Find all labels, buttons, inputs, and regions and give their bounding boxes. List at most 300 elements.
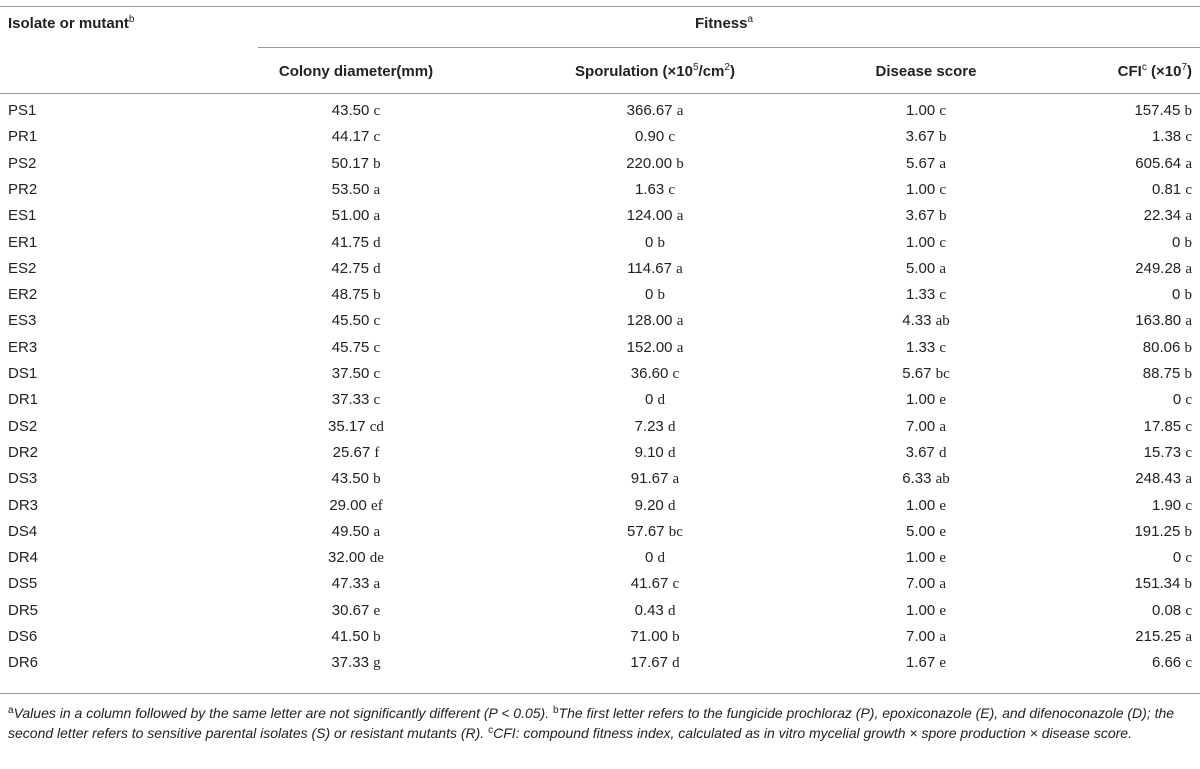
cell-sporulation	[635, 128, 675, 146]
cell-value: 37.33	[331, 654, 369, 672]
cell-value: 17.67	[630, 654, 668, 672]
cell-value: 152.00	[626, 338, 673, 356]
cell-value: 15.73	[1143, 443, 1182, 461]
cell-value: 114.67	[627, 259, 672, 277]
cell-disease-score	[906, 628, 946, 646]
footnotes	[8, 703, 1194, 743]
cell-sporulation	[627, 260, 683, 278]
cell-value: 157.45	[1134, 102, 1181, 119]
header-isolate: Isolate or mutant$^b$	[8, 14, 135, 32]
significance-letter: c	[373, 392, 381, 409]
significance-letter: b	[1184, 234, 1192, 251]
header-colony-diameter: Colony diameter(mm)	[278, 63, 434, 80]
cell-sporulation	[631, 470, 679, 488]
significance-letter: c	[668, 181, 676, 198]
cell-value: 22.34	[1143, 207, 1182, 225]
cell-cfi	[1134, 575, 1192, 593]
cell-value: 1.00	[905, 180, 936, 198]
significance-letter: c	[939, 234, 947, 251]
significance-letter: e	[939, 550, 947, 567]
cell-disease-score	[902, 312, 950, 330]
cell-value: 50.17	[331, 154, 369, 172]
cell-cfi	[1152, 602, 1192, 620]
significance-letter: d	[373, 234, 381, 251]
cell-isolate: ES3	[8, 312, 37, 330]
cell-colony-diameter	[329, 497, 382, 515]
cell-colony-diameter	[332, 365, 380, 383]
cell-colony-diameter	[331, 260, 380, 278]
significance-letter: d	[667, 602, 676, 619]
bottom-rule	[0, 693, 1200, 694]
cell-colony-diameter	[332, 312, 380, 330]
significance-letter: b	[657, 234, 666, 251]
cell-disease-score	[906, 549, 946, 567]
significance-letter: e	[939, 602, 947, 619]
cell-disease-score	[906, 286, 946, 304]
cell-value: 51.00	[331, 207, 370, 225]
significance-letter: b	[1184, 366, 1192, 382]
significance-letter: a	[1185, 208, 1192, 225]
cell-sporulation	[635, 444, 676, 462]
significance-letter: a	[676, 260, 683, 277]
cell-value: 37.33	[331, 391, 370, 409]
cell-value: 248.43	[1135, 470, 1182, 488]
cell-value: 1.63	[634, 180, 665, 198]
significance-letter: ab	[935, 471, 950, 488]
cell-disease-score	[906, 207, 947, 225]
cell-isolate: DR1	[8, 391, 39, 409]
significance-letter: a	[1185, 313, 1192, 330]
cell-isolate: DS3	[8, 470, 38, 488]
significance-letter: e	[939, 392, 947, 409]
cell-value: 191.25	[1134, 522, 1181, 540]
cell-value: 45.75	[331, 338, 370, 356]
cell-value: 0.81	[1151, 180, 1182, 198]
significance-letter: b	[1184, 523, 1192, 540]
significance-letter: c	[1185, 655, 1192, 672]
cell-colony-diameter	[331, 628, 380, 646]
cell-cfi	[1134, 523, 1192, 541]
significance-letter: a	[373, 523, 381, 540]
cell-sporulation	[635, 418, 676, 436]
cell-sporulation	[645, 234, 665, 252]
cell-sporulation	[630, 628, 679, 646]
significance-letter: a	[939, 418, 947, 435]
cell-value: 0.43	[634, 601, 664, 619]
cell-colony-diameter	[328, 549, 384, 567]
cell-value: 1.33	[905, 286, 936, 304]
cell-colony-diameter	[332, 128, 380, 146]
significance-letter: b	[676, 155, 684, 172]
significance-letter: a	[939, 629, 947, 645]
cell-isolate: ES2	[8, 259, 37, 277]
cell-cfi	[1173, 391, 1192, 409]
significance-letter: ab	[935, 313, 950, 330]
cell-sporulation	[631, 365, 679, 383]
significance-letter: b	[1184, 576, 1192, 593]
cell-colony-diameter	[332, 523, 380, 541]
cell-sporulation	[645, 286, 665, 304]
cell-disease-score	[906, 260, 946, 278]
cell-value: 32.00	[328, 549, 366, 567]
significance-letter: d	[657, 550, 666, 567]
cell-value: 0	[1172, 549, 1182, 567]
cell-value: 53.50	[331, 180, 370, 198]
cell-value: 37.50	[331, 365, 370, 382]
cell-value: 48.75	[331, 286, 369, 304]
significance-letter: a	[676, 339, 684, 356]
cell-value: 0	[644, 286, 654, 304]
cell-colony-diameter	[331, 470, 380, 488]
cell-cfi	[1144, 207, 1192, 225]
cell-sporulation	[627, 207, 684, 225]
cell-value: 6.33	[902, 470, 932, 488]
cell-value: 43.50	[331, 102, 370, 119]
footnote-a: $^a$Values in a column followed by the same letter are not significantly different (P < 0.05).	[8, 705, 553, 721]
cell-colony-diameter	[331, 234, 380, 252]
significance-letter: b	[373, 629, 381, 645]
significance-letter: e	[939, 497, 947, 514]
cell-value: 47.33	[331, 575, 370, 593]
cell-isolate: DR3	[8, 496, 39, 514]
cell-disease-score	[906, 602, 946, 620]
cell-isolate: PS1	[8, 102, 37, 119]
cell-cfi	[1134, 102, 1192, 120]
header-sporulation: Sporulation $(\times 10^5/cm^2)$	[575, 62, 735, 80]
significance-letter: c	[668, 129, 676, 146]
cell-cfi	[1135, 628, 1192, 646]
cell-cfi	[1135, 260, 1192, 278]
cell-value: 1.90	[1151, 496, 1182, 514]
cell-isolate: DR2	[8, 443, 39, 461]
cell-value: 17.85	[1143, 417, 1182, 435]
significance-letter: d	[667, 418, 676, 435]
cell-isolate: DS2	[8, 417, 38, 435]
cell-sporulation	[645, 549, 665, 567]
cell-value: 41.67	[630, 575, 669, 593]
cell-cfi	[1143, 339, 1192, 357]
significance-letter: b	[373, 155, 381, 172]
significance-letter: a	[373, 208, 381, 225]
top-rule	[0, 6, 1200, 7]
cell-sporulation	[645, 391, 665, 409]
cell-isolate: PR2	[8, 180, 38, 198]
cell-value: 9.10	[634, 443, 664, 461]
cell-disease-score	[906, 523, 946, 541]
cell-value: 9.20	[634, 496, 664, 514]
significance-letter: c	[1185, 602, 1192, 619]
cell-value: 1.00	[905, 391, 936, 409]
cell-sporulation	[627, 312, 684, 330]
significance-letter: c	[1185, 550, 1192, 567]
significance-letter: c	[939, 339, 947, 356]
cell-cfi	[1152, 181, 1192, 199]
significance-letter: b	[373, 471, 381, 488]
cell-disease-score	[906, 497, 946, 515]
cell-value: 3.67	[905, 207, 935, 225]
cell-cfi	[1152, 497, 1192, 515]
cell-colony-diameter	[332, 207, 380, 225]
significance-letter: a	[676, 103, 684, 119]
cell-value: 366.67	[626, 102, 673, 119]
cell-value: 5.67	[905, 154, 936, 172]
significance-letter: c	[672, 366, 680, 382]
significance-letter: d	[657, 392, 666, 409]
cell-value: 0	[1172, 391, 1182, 409]
header-disease-score: Disease score	[875, 63, 977, 80]
significance-letter: g	[373, 655, 381, 672]
cell-sporulation	[635, 181, 675, 199]
cell-value: 215.25	[1135, 628, 1182, 645]
cell-cfi	[1143, 365, 1192, 383]
significance-letter: b	[1184, 103, 1192, 119]
fitness-rule	[258, 47, 1200, 48]
cell-value: 88.75	[1142, 365, 1181, 382]
cell-sporulation	[635, 602, 676, 620]
cell-colony-diameter	[331, 654, 380, 672]
cell-value: 1.38	[1151, 128, 1182, 146]
cell-sporulation	[627, 523, 683, 541]
significance-letter: cd	[369, 418, 384, 435]
significance-letter: a	[939, 576, 947, 593]
header-fitness: Fitness$^a$	[694, 14, 754, 32]
cell-colony-diameter	[328, 418, 384, 436]
cell-value: 42.75	[331, 259, 369, 277]
cell-disease-score	[906, 234, 946, 252]
cell-value: 49.50	[331, 522, 370, 540]
significance-letter: b	[1184, 287, 1192, 304]
cell-value: 1.00	[905, 601, 936, 619]
cell-value: 29.00	[329, 496, 367, 514]
cell-value: 128.00	[626, 312, 673, 330]
cell-value: 1.00	[905, 233, 936, 251]
cell-value: 5.00	[905, 522, 936, 540]
significance-letter: a	[672, 471, 680, 488]
cell-isolate: ER3	[8, 338, 38, 356]
significance-letter: a	[676, 208, 684, 225]
cell-sporulation	[630, 654, 679, 672]
cell-disease-score	[906, 444, 947, 462]
significance-letter: d	[938, 444, 947, 461]
cell-value: 7.00	[905, 628, 936, 645]
significance-letter: c	[672, 576, 680, 593]
significance-letter: d	[373, 260, 381, 277]
cell-disease-score	[906, 391, 946, 409]
significance-letter: d	[667, 444, 676, 461]
significance-letter: b	[1184, 339, 1192, 356]
cell-disease-score	[906, 102, 946, 120]
cell-disease-score	[902, 365, 950, 383]
cell-value: 45.50	[331, 312, 370, 330]
cell-value: 7.00	[905, 575, 936, 593]
cell-value: 57.67	[627, 522, 665, 540]
cell-disease-score	[906, 181, 946, 199]
cell-value: 44.17	[331, 128, 370, 146]
cell-colony-diameter	[332, 339, 380, 357]
significance-letter: a	[1185, 629, 1192, 645]
cell-disease-score	[906, 575, 946, 593]
cell-sporulation	[627, 339, 684, 357]
cell-colony-diameter	[331, 155, 380, 173]
significance-letter: b	[672, 629, 680, 645]
cell-value: 1.00	[905, 102, 936, 119]
significance-letter: a	[1185, 155, 1192, 172]
footnote-c: $^c$CFI: compound fitness index, calculated as in vitro mycelial growth × spore production × disease score.	[488, 725, 1132, 741]
cell-isolate: DR6	[8, 654, 39, 672]
significance-letter: b	[938, 208, 947, 225]
significance-letter: c	[373, 366, 381, 382]
cell-value: 1.00	[905, 496, 936, 514]
cell-isolate: ER1	[8, 233, 38, 251]
cell-value: 0	[644, 233, 654, 251]
cell-value: 43.50	[331, 470, 369, 488]
significance-letter: c	[939, 181, 947, 198]
significance-letter: a	[939, 260, 947, 277]
cell-value: 124.00	[626, 207, 673, 225]
cell-value: 30.67	[331, 601, 370, 619]
significance-letter: bc	[935, 366, 950, 382]
cell-isolate: DS1	[8, 365, 38, 382]
cell-value: 0.08	[1151, 601, 1182, 619]
cell-value: 0	[1171, 286, 1181, 304]
cell-cfi	[1135, 155, 1192, 173]
cell-sporulation	[631, 575, 679, 593]
significance-letter: c	[1185, 181, 1192, 198]
cell-value: 41.50	[331, 628, 369, 645]
cell-value: 1.33	[905, 338, 936, 356]
header-cfi: CFI$^c$ $(\times 10^7)$	[1117, 62, 1192, 80]
cell-value: 91.67	[630, 470, 669, 488]
cell-cfi	[1172, 286, 1192, 304]
cell-isolate: DR4	[8, 549, 39, 567]
cell-value: 0	[1171, 233, 1181, 251]
cell-isolate: DR5	[8, 601, 39, 619]
significance-letter: d	[667, 497, 676, 514]
significance-letter: de	[369, 550, 384, 567]
significance-letter: b	[657, 287, 666, 304]
cell-value: 80.06	[1142, 338, 1181, 356]
significance-letter: c	[1185, 444, 1192, 461]
cell-value: 0	[644, 549, 654, 567]
cell-disease-score	[902, 470, 950, 488]
cell-colony-diameter	[332, 102, 380, 120]
cell-colony-diameter	[332, 575, 380, 593]
significance-letter: c	[373, 313, 381, 330]
significance-letter: b	[373, 287, 381, 304]
significance-letter: e	[939, 523, 947, 540]
significance-letter: c	[939, 103, 947, 119]
cell-cfi	[1135, 470, 1192, 488]
significance-letter: d	[672, 655, 680, 672]
cell-cfi	[1135, 312, 1192, 330]
cell-cfi	[1144, 444, 1192, 462]
cell-value: 6.66	[1151, 654, 1182, 672]
cell-value: 35.17	[328, 417, 366, 435]
cell-isolate: PR1	[8, 128, 38, 146]
cell-value: 5.00	[905, 259, 936, 277]
cell-colony-diameter	[331, 286, 380, 304]
cell-value: 605.64	[1135, 154, 1182, 172]
cell-cfi	[1152, 654, 1192, 672]
cell-cfi	[1144, 418, 1192, 436]
significance-letter: ef	[371, 497, 383, 514]
significance-letter: a	[1185, 260, 1192, 277]
cell-isolate: ES1	[8, 207, 37, 225]
cell-value: 1.67	[905, 654, 936, 672]
cell-value: 3.67	[905, 443, 935, 461]
cell-value: 220.00	[626, 154, 673, 172]
cell-value: 0	[644, 391, 654, 409]
cell-cfi	[1152, 128, 1192, 146]
significance-letter: f	[374, 444, 380, 461]
cell-value: 4.33	[902, 312, 932, 330]
significance-letter: c	[1185, 392, 1192, 409]
significance-letter: c	[373, 129, 381, 146]
cell-isolate: DS4	[8, 522, 38, 540]
cell-sporulation	[626, 155, 684, 173]
cell-value: 151.34	[1134, 575, 1181, 593]
cell-disease-score	[906, 339, 946, 357]
cell-disease-score	[906, 128, 947, 146]
cell-disease-score	[906, 654, 946, 672]
cell-value: 25.67	[332, 443, 371, 461]
header-rule	[0, 93, 1200, 94]
cell-sporulation	[627, 102, 684, 120]
significance-letter: a	[939, 155, 947, 172]
significance-letter: b	[938, 129, 947, 146]
cell-cfi	[1172, 234, 1192, 252]
cell-cfi	[1173, 549, 1192, 567]
significance-letter: c	[939, 287, 947, 304]
cell-value: 71.00	[630, 628, 668, 645]
significance-letter: c	[373, 103, 381, 119]
significance-letter: c	[1185, 418, 1192, 435]
cell-value: 7.23	[634, 417, 664, 435]
cell-colony-diameter	[332, 181, 380, 199]
cell-value: 3.67	[905, 128, 935, 146]
cell-isolate: DS6	[8, 628, 38, 645]
cell-isolate: PS2	[8, 154, 37, 172]
cell-isolate: ER2	[8, 286, 38, 304]
cell-value: 1.00	[905, 549, 936, 567]
significance-letter: a	[373, 181, 381, 198]
cell-value: 7.00	[905, 417, 936, 435]
significance-letter: c	[1185, 497, 1192, 514]
cell-value: 249.28	[1135, 259, 1182, 277]
significance-letter: c	[373, 339, 381, 356]
significance-letter: a	[373, 576, 381, 593]
significance-letter: a	[676, 313, 684, 330]
significance-letter: bc	[668, 523, 683, 540]
cell-disease-score	[906, 155, 946, 173]
cell-isolate: DS5	[8, 575, 38, 593]
cell-value: 163.80	[1135, 312, 1182, 330]
cell-colony-diameter	[333, 444, 380, 462]
significance-letter: a	[1185, 471, 1192, 488]
significance-letter: e	[373, 602, 381, 619]
cell-value: 36.60	[630, 365, 669, 382]
significance-letter: e	[939, 655, 947, 672]
cell-value: 5.67	[902, 365, 932, 382]
cell-colony-diameter	[332, 602, 380, 620]
significance-letter: c	[1185, 129, 1192, 146]
cell-colony-diameter	[332, 391, 380, 409]
cell-value: 0.90	[634, 128, 665, 146]
cell-value: 41.75	[331, 233, 369, 251]
cell-sporulation	[635, 497, 676, 515]
cell-disease-score	[906, 418, 946, 436]
footnote-b: $^b$The first letter refers to the fungicide prochloraz (P), epoxiconazole (E), and difenoconazole (D); the second letter refers to sensitive parental isolates (S) or resistant mutants (R).	[8, 705, 1175, 741]
